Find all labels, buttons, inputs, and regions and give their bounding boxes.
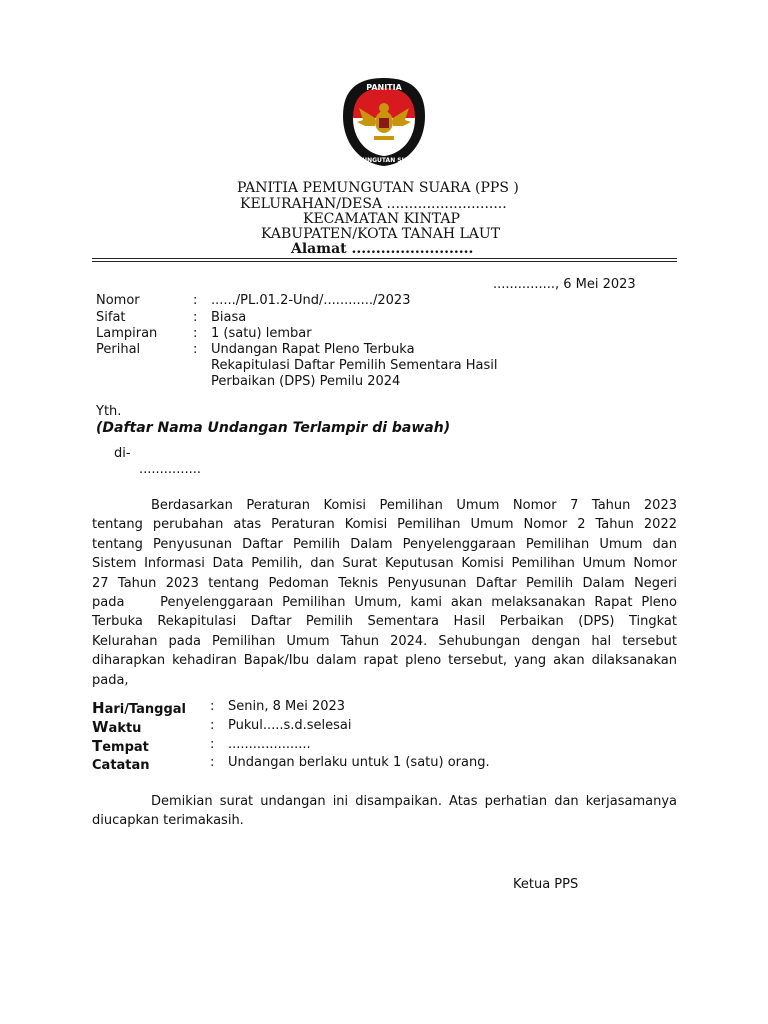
schedule-value-note: Undangan berlaku untuk 1 (satu) orang. (228, 755, 490, 770)
meta-value-perihal-cont: Rekapitulasi Daftar Pemilih Sementara Hasil (211, 358, 498, 373)
meta-sep: : (193, 342, 198, 357)
logo-bottom-text: PEMUNGUTAN SUARA (347, 157, 421, 164)
schedule-value-day: Senin, 8 Mei 2023 (228, 699, 346, 714)
body-paragraph (92, 496, 677, 690)
recipient-yth: Yth. (96, 404, 122, 419)
header-line1: PANITIA PEMUNGUTAN SUARA (PPS ) (237, 180, 519, 196)
body-line: Sistem Informasi Data Pemilih, dan Surat Keputusan Komisi Pemilihan Umum Nomor (92, 556, 677, 572)
body-line: pada, (92, 672, 129, 688)
schedule-sep: : (210, 755, 215, 770)
body-line: 27 Tahun 2023 tentang Pedoman Teknis Penyusunan Daftar Pemilih Dalam Negeri (92, 575, 677, 591)
header-address: Alamat ......................... (291, 241, 474, 257)
body-line: Kelurahan pada Pemilihan Umum Tahun 2024. Sehubungan dengan hal tersebut (92, 633, 677, 649)
meta-label: Nomor (96, 293, 140, 308)
meta-label: Sifat (96, 310, 126, 325)
header-divider-secondary (92, 261, 677, 262)
schedule-label-time: Waktu (92, 718, 142, 736)
header-line4: KABUPATEN/KOTA TANAH LAUT (261, 226, 501, 242)
letter-date: ..............., 6 Mei 2023 (493, 277, 636, 292)
meta-value-nomor: ....../PL.01.2-Und/............/2023 (211, 293, 411, 308)
meta-sep: : (193, 326, 198, 341)
schedule-sep: : (210, 737, 215, 752)
schedule-value-time: Pukul.....s.d.selesai (228, 718, 352, 733)
logo-top-text: PANITIA (366, 83, 402, 92)
recipient-di: di- (114, 446, 131, 461)
schedule-sep: : (210, 718, 215, 733)
meta-sep: : (193, 293, 198, 308)
signature-title: Ketua PPS (513, 877, 579, 892)
pps-logo (341, 76, 427, 168)
meta-value-perihal-cont: Perbaikan (DPS) Pemilu 2024 (211, 374, 401, 389)
meta-sep: : (193, 310, 198, 325)
closing-line: Demikian surat undangan ini disampaikan. Atas perhatian dan kerjasamanya (151, 794, 677, 809)
body-line: Terbuka Rekapitulasi Daftar Pemilih Sementara Hasil Perbaikan (DPS) Tingkat (92, 614, 677, 630)
body-line: diharapkan kehadiran Bapak/Ibu dalam rapat pleno tersebut, yang akan dilaksanakan (92, 653, 677, 669)
schedule-label-place: Tempat (92, 737, 149, 755)
schedule-value-place: .................... (228, 737, 311, 752)
header-line2: KELURAHAN/DESA ........................... (240, 196, 507, 212)
closing-line: diucapkan terimakasih. (92, 813, 244, 829)
schedule-sep: : (210, 699, 215, 714)
schedule-label-day: Hari/Tanggal (92, 699, 187, 717)
closing-paragraph (92, 792, 677, 831)
header-line3: KECAMATAN KINTAP (303, 211, 460, 227)
meta-value-sifat: Biasa (211, 310, 247, 325)
recipient-name: (Daftar Nama Undangan Terlampir di bawah) (96, 420, 451, 436)
body-line: pada Penyelenggaraan Pemilihan Umum, kami akan melaksanakan Rapat Pleno (92, 595, 677, 611)
meta-value-lampiran: 1 (satu) lembar (211, 326, 312, 341)
meta-label: Lampiran (96, 326, 158, 341)
header-divider (92, 258, 677, 259)
meta-value-perihal: Undangan Rapat Pleno Terbuka (211, 342, 415, 357)
body-line: Berdasarkan Peraturan Komisi Pemilihan Umum Nomor 7 Tahun 2023 (151, 498, 677, 513)
meta-label: Perihal (96, 342, 141, 357)
body-line: tentang perubahan atas Peraturan Komisi Pemilihan Umum Nomor 2 Tahun 2022 (92, 517, 677, 533)
body-line: tentang Penyusunan Daftar Pemilih Dalam Penyelenggaraan Pemilihan Umum dan (92, 536, 677, 552)
recipient-place: ............... (139, 462, 201, 477)
schedule-label-note: Catatan (92, 758, 150, 773)
